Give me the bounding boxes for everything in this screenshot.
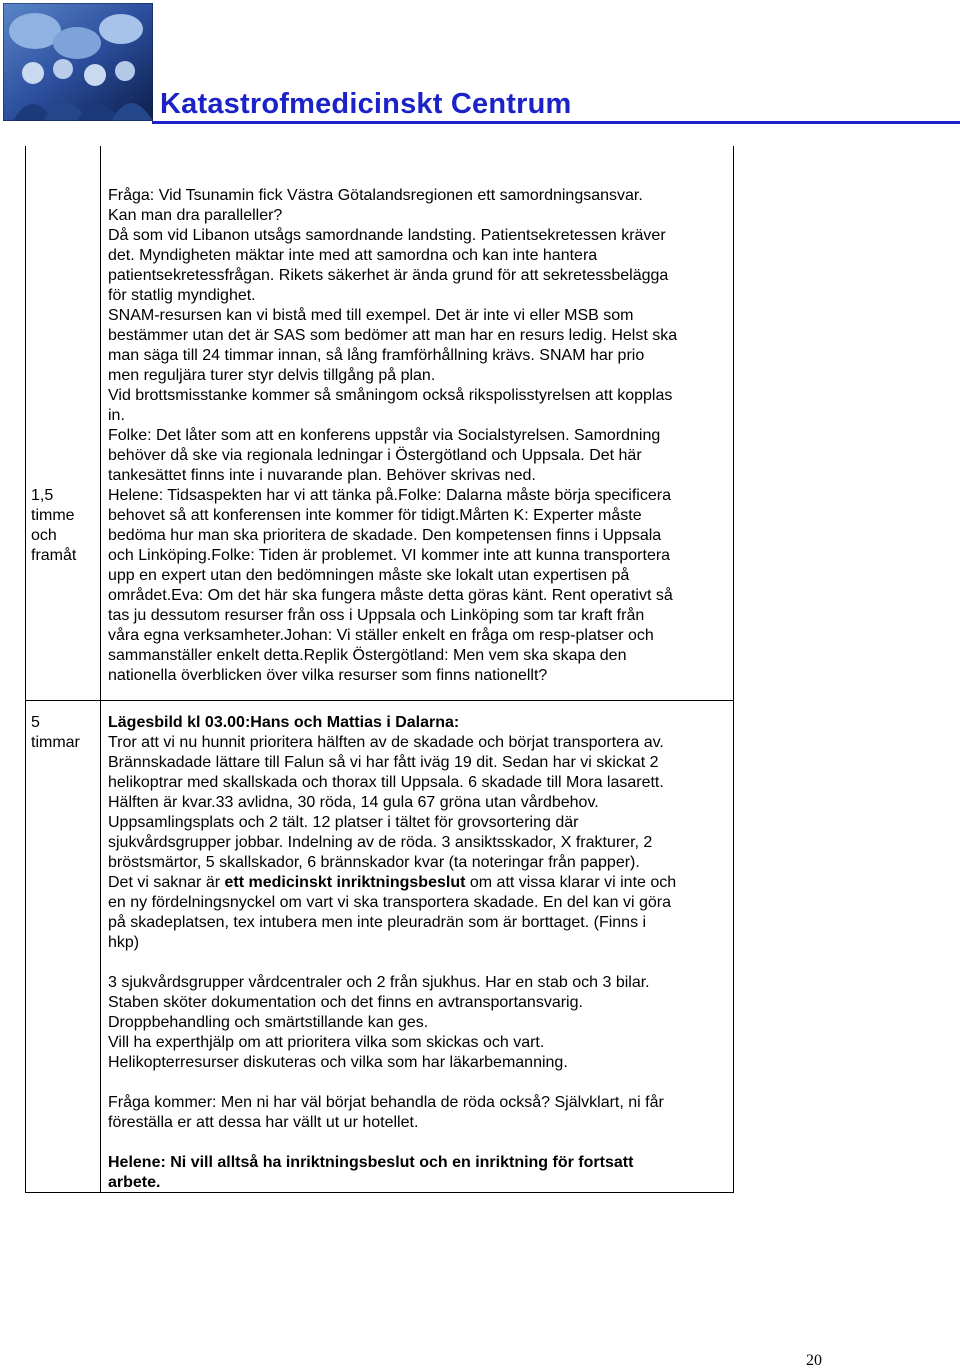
text-line: Fråga: Vid Tsunamin fick Västra Götalandsregionen ett samordningsansvar. (108, 187, 643, 204)
text-run: Det vi saknar är (108, 874, 225, 891)
closing-text: Helene: Ni vill alltså ha inriktningsbeslut och en inriktning för fortsatt (108, 1154, 634, 1171)
text-line: sjukvårdsgrupper jobbar. Indelning av de röda. 3 ansiktsskador, X frakturer, 2 (108, 834, 653, 851)
text-line: för statlig myndighet. (108, 287, 256, 304)
text-line: det. Myndigheten mäktar inte med att samordna och kan inte hantera (108, 247, 598, 264)
time-line: timme (31, 507, 75, 524)
text-line: behovet så att konferensen inte kommer för tidigt.Mårten K: Experter måste (108, 507, 642, 524)
time-line: 5 (31, 714, 40, 731)
time-cell-row2 (31, 713, 97, 753)
text-line: Fråga kommer: Men ni har väl börjat behandla de röda också? Självklart, ni får (108, 1094, 664, 1111)
header-title: Katastrofmedicinskt Centrum (160, 88, 572, 120)
text-line: bröstsmärtor, 5 skallskador, 6 brännskador kvar (ta noteringar från papper). (108, 854, 640, 871)
paragraph-gap (108, 953, 730, 973)
text-line: föreställa er att dessa har vällt ut ur hotellet. (108, 1114, 419, 1131)
text-line: nationella överblicken över vilka resurser som finns nationellt? (108, 667, 548, 684)
text-line-mixed (108, 873, 730, 893)
text-line: Droppbehandling och smärtstillande kan ges. (108, 1014, 429, 1031)
closing-text: arbete. (108, 1174, 161, 1191)
text-line: bestämmer utan det är SAS som bedömer att man har en resurs ledig. Helst ska (108, 327, 678, 344)
header-rule (152, 121, 960, 124)
text-line: behöver då ske via regionala ledningar i Östergötland och Uppsala. Det här (108, 447, 642, 464)
closing-line (108, 1153, 730, 1173)
text-line: och Linköping.Folke: Tiden är problemet. VI kommer inte att kunna transportera (108, 547, 671, 564)
content-cell-row2 (108, 713, 730, 1193)
paragraph-gap (108, 1073, 730, 1093)
text-line: SNAM-resursen kan vi bistå med till exempel. Det är inte vi eller MSB som (108, 307, 634, 324)
text-line: in. (108, 407, 125, 424)
section-heading (108, 713, 730, 733)
text-line: Folke: Det låter som att en konferens uppstår via Socialstyrelsen. Samordning (108, 427, 661, 444)
time-line: och (31, 527, 57, 544)
logo-image (3, 3, 153, 121)
text-line: Brännskadade lättare till Falun så vi har fått iväg 19 dit. Sedan har vi skickat 2 (108, 754, 659, 771)
paragraph-gap (108, 1133, 730, 1153)
table-border-middle (100, 146, 101, 1193)
text-line: man säga till 24 timmar innan, så lång framförhållning krävs. SNAM har prio (108, 347, 645, 364)
text-line: tas ju dessutom resurser från oss i Uppsala och Linköping som tar kraft från (108, 607, 645, 624)
time-cell-row1 (31, 486, 97, 566)
text-line: 3 sjukvårdsgrupper vårdcentraler och 2 från sjukhus. Har en stab och 3 bilar. (108, 974, 650, 991)
text-line: Hälften är kvar.33 avlidna, 30 röda, 14 gula 67 gröna utan vårdbehov. (108, 794, 599, 811)
text-line: Vill ha experthjälp om att prioritera vilka som skickas och vart. (108, 1034, 545, 1051)
text-line: på skadeplatsen, tex intubera men inte pleuradrän som är borttaget. (Finns i (108, 914, 647, 931)
text-line: Vid brottsmisstanke kommer så småningom också rikspolisstyrelsen att kopplas (108, 387, 673, 404)
text-line: Staben sköter dokumentation och det finns en avtransportansvarig. (108, 994, 583, 1011)
text-run: om att vissa klarar vi inte och (465, 874, 677, 891)
table-row-divider (25, 700, 734, 701)
text-line: sammanställer enkelt detta.Replik Östergötland: Men vem ska skapa den (108, 647, 627, 664)
text-line: Helene: Tidsaspekten har vi att tänka på.Folke: Dalarna måste börja specificera (108, 487, 671, 504)
text-line: hkp) (108, 934, 140, 951)
text-line: upp en expert utan den bedömningen måste ske lokalt utan expertisen på (108, 567, 630, 584)
text-line: en ny fördelningsnyckel om vart vi ska transportera skadade. En del kan vi göra (108, 894, 671, 911)
text-line: men reguljära turer styr delvis tillgång på plan. (108, 367, 436, 384)
text-line: Uppsamlingsplats och 2 tält. 12 platser i tältet för grovsortering där (108, 814, 579, 831)
text-line: våra egna verksamheter.Johan: Vi ställer enkelt en fråga om resp-platser och (108, 627, 654, 644)
text-line: Då som vid Libanon utsågs samordnande landsting. Patientsekretessen kräver (108, 227, 666, 244)
text-line: Tror att vi nu hunnit prioritera hälften av de skadade och börjat transportera av. (108, 734, 664, 751)
time-line: framåt (31, 547, 77, 564)
surgeons-photo-logo (3, 3, 153, 121)
heading-text: Lägesbild kl 03.00:Hans och Mattias i Dalarna: (108, 714, 460, 731)
emphasis-text: ett medicinskt inriktningsbeslut (224, 874, 466, 891)
text-line: bedöma hur man ska prioritera de skadade. Den kompetensen finns i Uppsala (108, 527, 662, 544)
time-line: 1,5 (31, 487, 54, 504)
text-line: tankesättet finns inte i nuvarande plan. Behöver skrivas ned. (108, 467, 536, 484)
table-border-left (25, 146, 26, 1193)
content-cell-row1 (108, 186, 730, 686)
closing-line (108, 1173, 730, 1193)
table-border-right (733, 146, 734, 1193)
text-line: Helikopterresurser diskuteras och vilka som har läkarbemanning. (108, 1054, 568, 1071)
page-number: 20 (806, 1352, 822, 1369)
text-line: helikoptrar med skallskada och thorax till Uppsala. 6 skadade till Mora lasarett. (108, 774, 664, 791)
text-line: patientsekretessfrågan. Rikets säkerhet är ända grund för att sekretessbelägga (108, 267, 669, 284)
time-line: timmar (31, 734, 80, 751)
text-line: området.Eva: Om det här ska fungera måste detta göras känt. Rent operativt så (108, 587, 673, 604)
text-line: Kan man dra paralleller? (108, 207, 283, 224)
